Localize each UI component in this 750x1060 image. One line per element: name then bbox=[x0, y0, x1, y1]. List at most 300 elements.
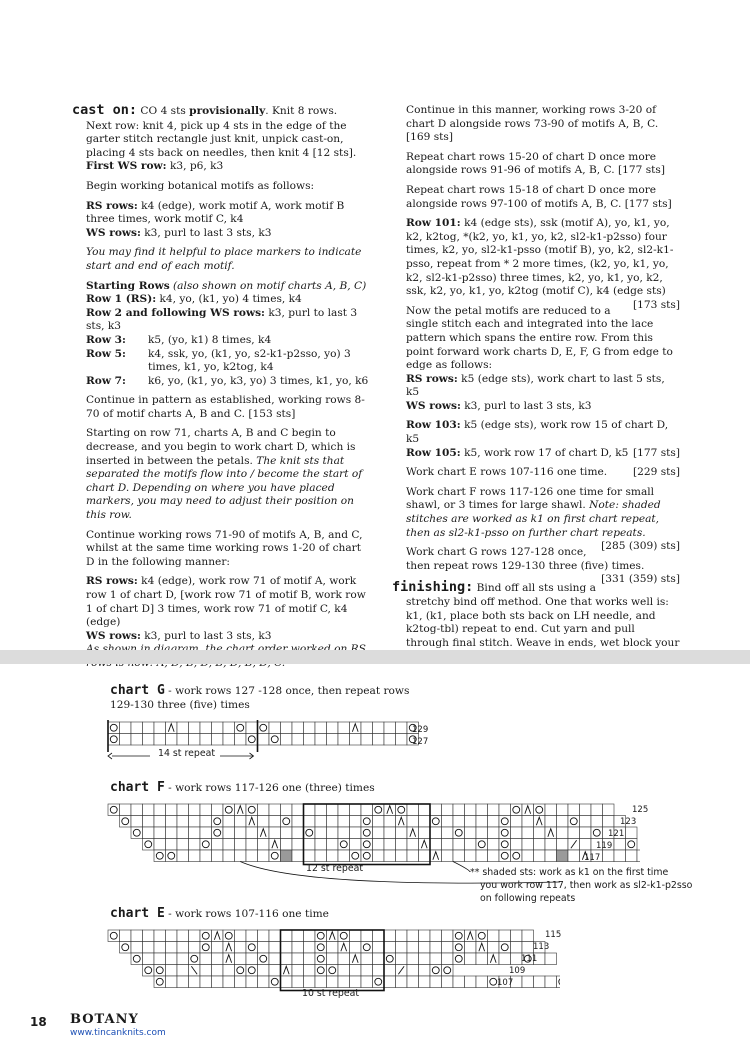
chart-cell bbox=[396, 942, 408, 954]
chart-cell bbox=[281, 930, 293, 942]
row101-label: Row 101: bbox=[406, 217, 461, 230]
chart-cell bbox=[212, 839, 224, 851]
chart-cell bbox=[154, 827, 166, 839]
chart-cell bbox=[373, 804, 385, 816]
chart-cell bbox=[281, 839, 293, 851]
chart-cell bbox=[235, 722, 247, 734]
begin-botanical: Begin working botanical motifs as follows: bbox=[86, 179, 315, 192]
chart-cell bbox=[154, 953, 166, 965]
continue-71-90: Continue working rows 71-90 of motifs A, B, and C, whilst at the same time working rows 1-20 of chart D in the following manner: bbox=[86, 528, 363, 568]
chart-cell bbox=[108, 734, 120, 746]
chart-cell bbox=[338, 722, 350, 734]
next-row-paragraph: Next row: knit 4, pick up 4 sts in the edge of the garter stitch rectangle just knit, unpick cast-on, placing 4 sts back on needles, then knit 4 [12 sts]. bbox=[86, 119, 357, 159]
chart-cell bbox=[557, 804, 569, 816]
row1-text: k4, yo, (k1, yo) 4 times, k4 bbox=[156, 293, 302, 306]
chart-cell bbox=[269, 804, 281, 816]
para-continue bbox=[406, 104, 680, 145]
stitch-count: [173 sts] bbox=[633, 298, 680, 311]
rs-text: k5 (edge sts), work chart to last 5 sts, k5 bbox=[406, 372, 665, 399]
chart-cell bbox=[453, 930, 465, 942]
chart-cell bbox=[166, 976, 178, 988]
chart-cell bbox=[154, 965, 166, 977]
chart-cell bbox=[384, 850, 396, 862]
chart-cell bbox=[327, 965, 339, 977]
chart-cell bbox=[396, 734, 408, 746]
chart-cell bbox=[453, 816, 465, 828]
row-label: 121 bbox=[608, 829, 625, 839]
chart-cell bbox=[315, 850, 327, 862]
chart-cell bbox=[120, 816, 132, 828]
cast-on-text: CO 4 sts bbox=[140, 105, 190, 117]
chart-cell bbox=[338, 827, 350, 839]
stitch-count: [177 sts] bbox=[624, 197, 672, 210]
chart-cell bbox=[292, 804, 304, 816]
brand-name: BOTANY bbox=[70, 1012, 139, 1027]
chart-cell bbox=[430, 816, 442, 828]
row103-label: Row 103: bbox=[406, 419, 461, 432]
chart-cell bbox=[557, 850, 569, 862]
chart-cell bbox=[442, 804, 454, 816]
row-label: 125 bbox=[632, 805, 649, 815]
chart-cell bbox=[304, 942, 316, 954]
chart-cell bbox=[269, 953, 281, 965]
chart-cell bbox=[453, 827, 465, 839]
chart-cell bbox=[419, 965, 431, 977]
shaded-note-line: ** shaded sts: work as k1 on the first time bbox=[470, 867, 669, 878]
chart-cell bbox=[154, 804, 166, 816]
chart-cell bbox=[373, 816, 385, 828]
para-row103-105 bbox=[406, 419, 680, 460]
chart-cell bbox=[465, 804, 477, 816]
chart-cell bbox=[396, 722, 408, 734]
stitch-count: [153 sts] bbox=[248, 407, 296, 420]
row-label: 127 bbox=[412, 737, 429, 747]
rs-text: k4 (edge), work motif A, work motif B three times, work motif C, k4 bbox=[86, 199, 345, 226]
cast-on-provisionally: provisionally bbox=[189, 105, 266, 117]
chart-cell bbox=[281, 722, 293, 734]
chart-cell bbox=[419, 804, 431, 816]
para-repeat-1 bbox=[406, 151, 680, 178]
chart-cell bbox=[166, 804, 178, 816]
chart-cell bbox=[177, 976, 189, 988]
chart-cell bbox=[591, 816, 603, 828]
chart-cell bbox=[534, 850, 546, 862]
chart-cell bbox=[407, 953, 419, 965]
right-body bbox=[392, 104, 680, 586]
website-link[interactable]: www.tincanknits.com bbox=[70, 1028, 166, 1038]
chart-cell bbox=[315, 816, 327, 828]
chart-cell bbox=[154, 839, 166, 851]
chart-cell bbox=[373, 953, 385, 965]
chart-cell bbox=[223, 804, 235, 816]
chart-cell bbox=[235, 827, 247, 839]
chart-cell bbox=[384, 816, 396, 828]
chart-cell bbox=[189, 976, 201, 988]
chart-cell bbox=[246, 930, 258, 942]
chart-cell bbox=[580, 816, 592, 828]
chart-cell bbox=[131, 953, 143, 965]
chart-cell bbox=[327, 839, 339, 851]
chart-cell bbox=[292, 827, 304, 839]
chart-cell bbox=[373, 850, 385, 862]
row-label: 129 bbox=[412, 725, 429, 735]
chart-cell bbox=[373, 930, 385, 942]
row-label: Row 5: bbox=[86, 347, 126, 360]
repeat-label: 10 st repeat bbox=[302, 988, 360, 999]
para-text: Repeat chart rows 15-20 of chart D once more alongside rows 91-96 of motifs A, B, C. bbox=[406, 150, 657, 177]
chart-cell bbox=[499, 850, 511, 862]
chart-cell bbox=[154, 850, 166, 862]
chart-cell bbox=[522, 930, 534, 942]
chart-cell bbox=[373, 965, 385, 977]
chart-cell bbox=[591, 804, 603, 816]
chart-cell bbox=[246, 734, 258, 746]
chart-cell bbox=[177, 850, 189, 862]
chart-cell bbox=[396, 976, 408, 988]
chart-cell bbox=[499, 930, 511, 942]
chart-cell bbox=[120, 734, 132, 746]
chart-cell bbox=[396, 804, 408, 816]
chart-cell bbox=[603, 816, 615, 828]
para-text: Continue in this manner, working rows 3-20 of chart D alongside rows 73-90 of motifs A, B, C. bbox=[406, 104, 659, 130]
chart-cell bbox=[499, 804, 511, 816]
chart-cell bbox=[350, 976, 362, 988]
chart-cell bbox=[568, 804, 580, 816]
chart-cell bbox=[166, 965, 178, 977]
chart-cell bbox=[430, 839, 442, 851]
chart-cell bbox=[327, 850, 339, 862]
chart-cell bbox=[212, 827, 224, 839]
chart-cell bbox=[465, 942, 477, 954]
row1-label: Row 1 (RS): bbox=[86, 293, 157, 306]
chart-cell bbox=[143, 804, 155, 816]
chart-cell bbox=[361, 953, 373, 965]
chart-cell bbox=[269, 976, 281, 988]
chart-cell bbox=[361, 930, 373, 942]
chart-cell bbox=[453, 839, 465, 851]
chart-cell bbox=[442, 976, 454, 988]
chart-cell bbox=[177, 722, 189, 734]
chart-cell bbox=[315, 734, 327, 746]
chart-cell bbox=[580, 804, 592, 816]
chart-cell bbox=[534, 804, 546, 816]
chart-cell bbox=[246, 804, 258, 816]
chart-cell bbox=[361, 816, 373, 828]
chart-e-desc: - work rows 107-116 one time bbox=[164, 908, 329, 920]
row-label: 107 bbox=[497, 978, 514, 988]
chart-cell bbox=[143, 734, 155, 746]
chart-cell bbox=[430, 827, 442, 839]
chart-cell bbox=[338, 965, 350, 977]
chart-cell bbox=[338, 976, 350, 988]
chart-cell bbox=[476, 839, 488, 851]
cast-on-heading: cast on: bbox=[72, 102, 138, 118]
chart-cell bbox=[419, 942, 431, 954]
chart-cell bbox=[292, 942, 304, 954]
chart-cell bbox=[338, 850, 350, 862]
chart-cell bbox=[223, 850, 235, 862]
chart-cell bbox=[419, 930, 431, 942]
chart-cell bbox=[131, 942, 143, 954]
chart-cell bbox=[522, 827, 534, 839]
chart-cell bbox=[246, 839, 258, 851]
chart-cell bbox=[430, 942, 442, 954]
chart-cell bbox=[143, 722, 155, 734]
chart-cell bbox=[350, 804, 362, 816]
chart-cell bbox=[465, 816, 477, 828]
chart-cell bbox=[557, 816, 569, 828]
chart-cell bbox=[522, 942, 534, 954]
chart-cell bbox=[499, 839, 511, 851]
chart-cell bbox=[361, 965, 373, 977]
stitch-count: [169 sts] bbox=[406, 131, 453, 144]
chart-cell bbox=[304, 816, 316, 828]
chart-cell bbox=[143, 965, 155, 977]
chart-cell bbox=[246, 850, 258, 862]
chart-cell bbox=[476, 930, 488, 942]
chart-cell bbox=[626, 839, 638, 851]
chart-cell bbox=[361, 942, 373, 954]
chart-cell bbox=[177, 930, 189, 942]
chart-cell bbox=[568, 816, 580, 828]
chart-cell bbox=[430, 930, 442, 942]
chart-cell bbox=[419, 816, 431, 828]
chart-cell bbox=[407, 839, 419, 851]
row-text: k5, (yo, k1) 8 times, k4 bbox=[148, 333, 272, 346]
row-label: Row 3: bbox=[86, 333, 126, 346]
chart-cell bbox=[258, 930, 270, 942]
chart-cell bbox=[350, 965, 362, 977]
chart-cell bbox=[338, 953, 350, 965]
chart-cell bbox=[304, 976, 316, 988]
row-label: 119 bbox=[596, 841, 613, 851]
chart-cell bbox=[292, 734, 304, 746]
chart-cell bbox=[327, 953, 339, 965]
chart-cell bbox=[407, 930, 419, 942]
chart-cell bbox=[511, 850, 523, 862]
first-ws-text: k3, p6, k3 bbox=[166, 160, 224, 173]
chart-e-name: chart E bbox=[110, 906, 165, 921]
chart-cell bbox=[189, 850, 201, 862]
para-petal bbox=[406, 305, 680, 373]
ws2-text: k3, purl to last 3 sts, k3 bbox=[140, 629, 272, 642]
rs2-label: RS rows: bbox=[86, 575, 138, 588]
chart-cell bbox=[143, 839, 155, 851]
chart-cell bbox=[200, 976, 212, 988]
chart-cell bbox=[258, 850, 270, 862]
chart-cell bbox=[442, 942, 454, 954]
chart-cell bbox=[223, 839, 235, 851]
chart-cell bbox=[315, 953, 327, 965]
chart-cell bbox=[373, 827, 385, 839]
chart-cell bbox=[200, 827, 212, 839]
chart-cell bbox=[189, 734, 201, 746]
first-ws-row bbox=[72, 160, 372, 174]
chart-e-title bbox=[110, 907, 510, 921]
chart-cell bbox=[304, 722, 316, 734]
chart-cell bbox=[235, 976, 247, 988]
chart-cell bbox=[108, 804, 120, 816]
chart-cell bbox=[246, 942, 258, 954]
chart-cell bbox=[511, 839, 523, 851]
chart-cell bbox=[154, 942, 166, 954]
chart-cell bbox=[131, 804, 143, 816]
chart-cell bbox=[419, 850, 431, 862]
chart-cell bbox=[269, 930, 281, 942]
chart-cell bbox=[350, 942, 362, 954]
chart-cell bbox=[120, 930, 132, 942]
chart-cell bbox=[419, 976, 431, 988]
stitch-count: [331 (359) sts] bbox=[601, 573, 680, 586]
note-arrow bbox=[453, 862, 470, 873]
chart-cell bbox=[511, 804, 523, 816]
chart-cell bbox=[580, 827, 592, 839]
chart-cell bbox=[361, 976, 373, 988]
chart-cell bbox=[200, 804, 212, 816]
chart-cell bbox=[200, 816, 212, 828]
chart-cell bbox=[189, 839, 201, 851]
ws-label: WS rows: bbox=[406, 399, 461, 412]
chart-cell bbox=[143, 930, 155, 942]
row-label: Row 7: bbox=[86, 374, 126, 387]
chart-cell bbox=[476, 976, 488, 988]
chart-g-grid bbox=[100, 718, 440, 763]
chart-cell bbox=[200, 850, 212, 862]
chart-cell bbox=[442, 930, 454, 942]
chart-cell bbox=[258, 734, 270, 746]
chart-cell bbox=[189, 930, 201, 942]
chart-cell bbox=[292, 965, 304, 977]
chart-cell bbox=[350, 850, 362, 862]
chart-cell bbox=[430, 953, 442, 965]
row-label: 123 bbox=[620, 817, 637, 827]
chart-cell bbox=[258, 942, 270, 954]
chart-cell bbox=[603, 850, 615, 862]
chart-cell bbox=[258, 976, 270, 988]
chart-cell bbox=[522, 839, 534, 851]
chart-cell bbox=[568, 850, 580, 862]
stitch-count: [285 (309) sts] bbox=[601, 540, 680, 553]
chart-cell bbox=[465, 976, 477, 988]
chart-cell bbox=[177, 953, 189, 965]
chart-cell bbox=[396, 930, 408, 942]
continue-pattern-text: Continue in pattern as established, working rows 8-70 of motif charts A, B and C. bbox=[86, 394, 365, 420]
chart-cell bbox=[419, 827, 431, 839]
chart-cell bbox=[292, 976, 304, 988]
row105-text: k5, work row 17 of chart D, k5 bbox=[460, 446, 629, 459]
chart-cell bbox=[304, 839, 316, 851]
chart-cell bbox=[338, 816, 350, 828]
chart-cell bbox=[407, 942, 419, 954]
row-text: k6, yo, (k1, yo, k3, yo) 3 times, k1, yo, k6 bbox=[148, 374, 369, 387]
chart-cell bbox=[223, 976, 235, 988]
repeat-label: 14 st repeat bbox=[158, 748, 216, 759]
chart-cell bbox=[200, 839, 212, 851]
chart-cell bbox=[499, 827, 511, 839]
chart-cell bbox=[580, 839, 592, 851]
chart-cell bbox=[361, 734, 373, 746]
row101-text: k4 (edge sts), ssk (motif A), yo, k1, yo, k2, k2tog, *(k2, yo, k1, yo, k2, sl2-k1-p2sso) four times, k2, yo, sl2-k1-psso (motif B), yo, k2, sl2-k1-psso, repeat from * 2 more times, (k2, yo, k1, yo, k2, sl2-k1-p2sso) three times, k2, yo, k1, yo, k2, ssk, k2, yo, k1, yo, k2tog (motif C), k4 (edge sts) bbox=[406, 217, 674, 298]
chart-cell bbox=[361, 722, 373, 734]
petal-text: Now the petal motifs are reduced to a single stitch each and integrated into the lace pattern which spans the entire row. From this point forward work charts D, E, F, G from edge to edge as follows: bbox=[406, 304, 673, 372]
chart-cell bbox=[315, 965, 327, 977]
chart-cell bbox=[384, 839, 396, 851]
chart-cell bbox=[154, 722, 166, 734]
chart-cell bbox=[499, 816, 511, 828]
chart-cell bbox=[534, 839, 546, 851]
chart-cell bbox=[212, 722, 224, 734]
chart-f-desc: - work rows 117-126 one (three) times bbox=[164, 782, 375, 794]
chart-cell bbox=[338, 839, 350, 851]
chart-cell bbox=[281, 804, 293, 816]
chart-cell bbox=[258, 722, 270, 734]
chart-cell bbox=[269, 942, 281, 954]
arrow-head bbox=[108, 753, 112, 759]
chart-cell bbox=[511, 827, 523, 839]
chart-cell bbox=[177, 816, 189, 828]
chart-cell bbox=[143, 816, 155, 828]
chart-cell bbox=[488, 930, 500, 942]
chart-cell bbox=[315, 804, 327, 816]
chart-cell bbox=[154, 930, 166, 942]
chart-cell bbox=[200, 722, 212, 734]
chart-cell bbox=[177, 965, 189, 977]
chart-cell bbox=[545, 953, 557, 965]
para-row101 bbox=[406, 217, 680, 311]
chart-cell bbox=[430, 976, 442, 988]
finishing-heading: finishing: bbox=[392, 579, 474, 596]
chart-cell bbox=[258, 965, 270, 977]
chart-cell bbox=[384, 942, 396, 954]
chart-cell bbox=[442, 965, 454, 977]
chart-cell bbox=[350, 839, 362, 851]
chart-cell bbox=[488, 816, 500, 828]
rs2-text: k4 (edge), work row 71 of motif A, work row 1 of chart D, [work row 71 of motif B, work row 1 of chart D] 3 times, work row 71 of motif C, k4 (edge) bbox=[86, 575, 366, 629]
chart-cell bbox=[419, 953, 431, 965]
chart-cell bbox=[373, 942, 385, 954]
para-text: Repeat chart rows 15-18 of chart D once more alongside rows 97-100 of motifs A, B, C. bbox=[406, 183, 657, 210]
chart-cell bbox=[269, 827, 281, 839]
chart-cell bbox=[281, 734, 293, 746]
chart-cell bbox=[212, 804, 224, 816]
row-label: 117 bbox=[584, 853, 601, 863]
chart-cell bbox=[166, 953, 178, 965]
chart-cell bbox=[292, 722, 304, 734]
chart-cell bbox=[488, 942, 500, 954]
chart-cell bbox=[373, 722, 385, 734]
chart-cell bbox=[189, 804, 201, 816]
rs-label: RS rows: bbox=[406, 372, 458, 385]
shaded-note-line: you work row 117, then work as sl2-k1-p2sso bbox=[480, 880, 693, 891]
chart-cell bbox=[304, 953, 316, 965]
table-row bbox=[86, 348, 372, 375]
chart-cell bbox=[281, 816, 293, 828]
chart-cell bbox=[200, 953, 212, 965]
chart-cell bbox=[499, 942, 511, 954]
chart-cell bbox=[131, 930, 143, 942]
chart-cell bbox=[177, 839, 189, 851]
chart-cell bbox=[315, 930, 327, 942]
chart-cell bbox=[223, 965, 235, 977]
chart-cell bbox=[430, 804, 442, 816]
chart-cell bbox=[166, 850, 178, 862]
chart-cell bbox=[476, 816, 488, 828]
chart-cell bbox=[166, 827, 178, 839]
chart-cell bbox=[246, 976, 258, 988]
chart-cell bbox=[511, 930, 523, 942]
table-row bbox=[86, 334, 372, 348]
chart-cell bbox=[177, 942, 189, 954]
